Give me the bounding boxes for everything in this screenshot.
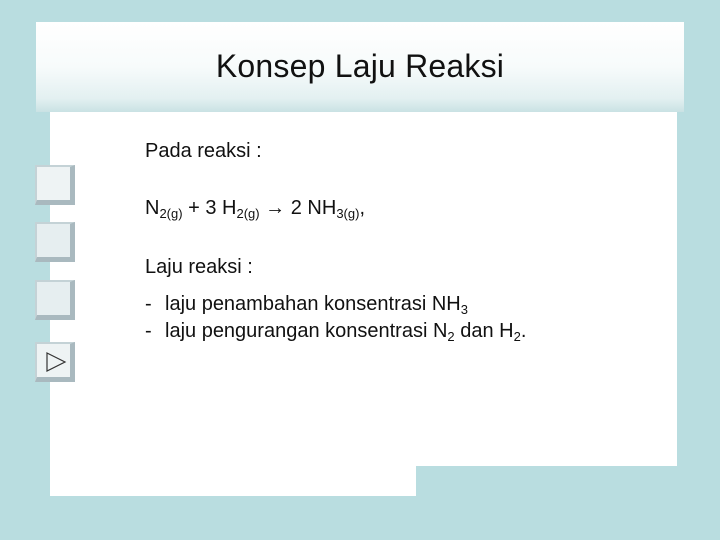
list-dash: - bbox=[145, 320, 152, 342]
rate-label: Laju reaksi : bbox=[145, 256, 253, 278]
list-item bbox=[145, 320, 526, 344]
content-notch bbox=[416, 466, 677, 496]
eq-nh3-sub: 3(g) bbox=[336, 206, 360, 221]
list-item-sub: 3 bbox=[460, 302, 468, 317]
play-triangle-icon bbox=[45, 351, 67, 373]
reaction-equation bbox=[145, 197, 365, 221]
play-button[interactable] bbox=[35, 342, 75, 382]
intro-text: Pada reaksi : bbox=[145, 140, 262, 162]
list-item-sub2: 2 bbox=[513, 329, 521, 344]
eq-n-sub: 2(g) bbox=[159, 206, 183, 221]
list-item-text2: dan H bbox=[454, 320, 514, 342]
nav-square-icon[interactable] bbox=[35, 280, 75, 320]
slide-title: Konsep Laju Reaksi bbox=[215, 48, 505, 84]
list-item-text: laju pengurangan konsentrasi N bbox=[165, 320, 448, 342]
nav-square-icon[interactable] bbox=[35, 222, 75, 262]
list-item-sub: 2 bbox=[447, 329, 455, 344]
eq-n: N bbox=[145, 197, 160, 219]
eq-h-sub: 2(g) bbox=[236, 206, 260, 221]
list-item-text: laju penambahan konsentrasi NH bbox=[165, 293, 461, 315]
list-item-end: . bbox=[520, 320, 527, 342]
eq-end: , bbox=[359, 197, 365, 219]
list-item bbox=[145, 293, 468, 317]
nav-square-icon[interactable] bbox=[35, 165, 75, 205]
eq-plus-h: + 3 H bbox=[182, 197, 237, 219]
list-dash: - bbox=[145, 293, 152, 315]
eq-arrow-nh: → 2 NH bbox=[259, 197, 337, 219]
